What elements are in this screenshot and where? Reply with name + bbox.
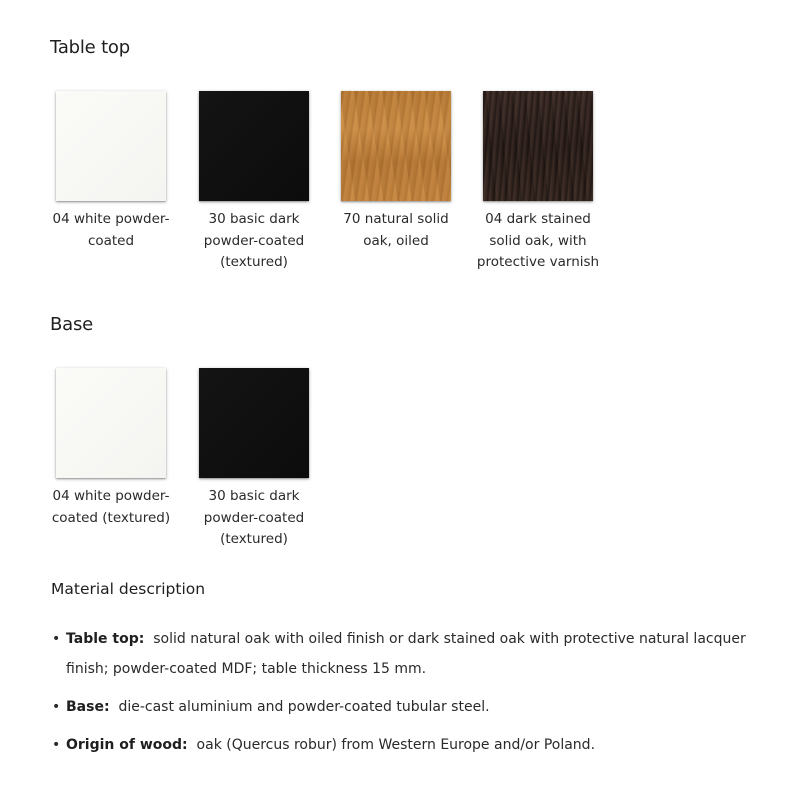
swatch-card-oak[interactable] <box>326 91 466 252</box>
dark-oak-swatch[interactable] <box>483 91 593 201</box>
swatch-label: 70 natural solid oak, oiled <box>343 211 449 249</box>
swatch-card-white[interactable] <box>41 368 181 529</box>
black-swatch[interactable] <box>199 91 309 201</box>
item-label: Table top: <box>66 631 145 647</box>
item-text: solid natural oak with oiled finish or dark stained oak with protective natural lacquer finish; powder-coated MDF; table thickness 15 mm. <box>66 631 746 677</box>
base-heading: Base <box>50 314 94 335</box>
swatch-card-black[interactable] <box>184 91 324 274</box>
swatch-label: 04 white powder- coated <box>52 211 170 249</box>
bullet-icon: • <box>52 631 61 647</box>
material-description-list <box>50 624 770 768</box>
item-label: Origin of wood: <box>66 737 188 753</box>
white-swatch[interactable] <box>56 91 166 201</box>
swatch-card-dark-oak[interactable] <box>468 91 608 274</box>
swatch-label: 04 white powder- coated (textured) <box>51 488 171 526</box>
item-text: oak (Quercus robur) from Western Europe and/or Poland. <box>196 737 596 753</box>
table-top-heading: Table top <box>50 37 130 58</box>
bullet-icon: • <box>52 737 61 753</box>
swatch-label: 04 dark stained solid oak, with protective varnish <box>476 211 600 270</box>
list-item <box>50 624 770 684</box>
oak-swatch[interactable] <box>341 91 451 201</box>
material-description-heading: Material description <box>51 580 206 598</box>
item-label: Base: <box>66 699 110 715</box>
swatch-label: 30 basic dark powder-coated (textured) <box>203 211 305 270</box>
white-swatch[interactable] <box>56 368 166 478</box>
bullet-icon: • <box>52 699 61 715</box>
swatch-card-white[interactable] <box>41 91 181 252</box>
black-swatch[interactable] <box>199 368 309 478</box>
item-text: die-cast aluminium and powder-coated tubular steel. <box>118 699 490 715</box>
list-item <box>50 692 770 722</box>
swatch-label: 30 basic dark powder-coated (textured) <box>203 488 305 547</box>
list-item <box>50 730 770 760</box>
swatch-card-black[interactable] <box>184 368 324 551</box>
